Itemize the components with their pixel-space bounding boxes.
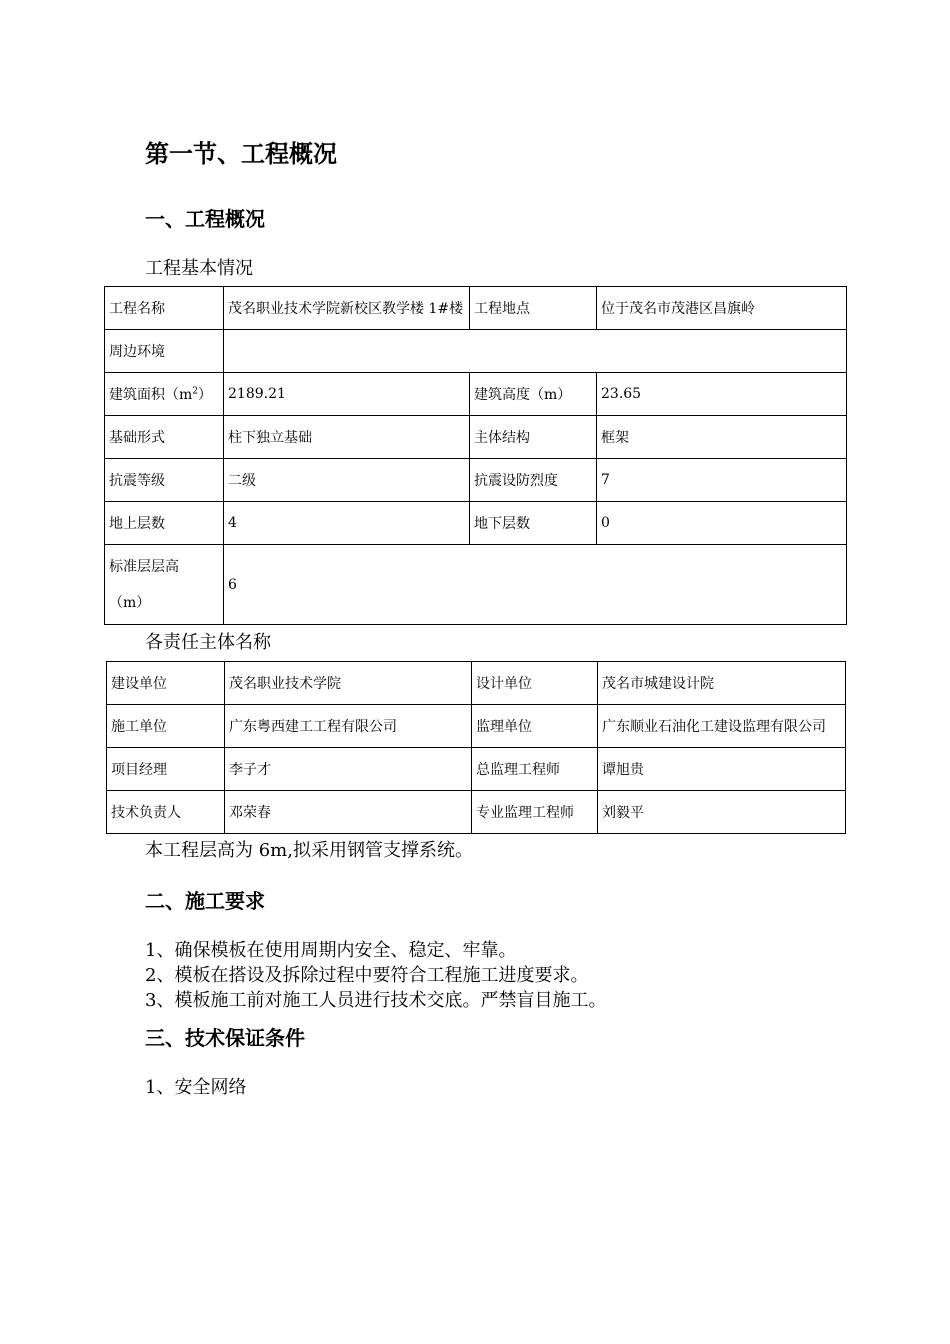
table-row <box>105 459 847 502</box>
table-row <box>105 416 847 459</box>
table-cell: 4 <box>224 502 470 545</box>
table-cell: 位于茂名市茂港区昌旗岭 <box>597 287 847 330</box>
table-cell <box>224 330 847 373</box>
basic-info-label: 工程基本情况 <box>145 258 253 279</box>
table-row <box>105 373 847 416</box>
table-cell: 框架 <box>597 416 847 459</box>
area-label-suffix: ） <box>198 387 213 403</box>
table-cell: 设计单位 <box>472 662 598 705</box>
table-cell: 邓荣春 <box>225 791 472 834</box>
table-cell: 施工单位 <box>107 705 225 748</box>
table-cell: 工程地点 <box>470 287 597 330</box>
table-cell: 地下层数 <box>470 502 597 545</box>
table-row <box>107 662 846 705</box>
table-cell: 主体结构 <box>470 416 597 459</box>
table-cell: 地上层数 <box>105 502 224 545</box>
table-cell: 专业监理工程师 <box>472 791 598 834</box>
heading-construction-requirements: 二、施工要求 <box>145 889 265 913</box>
requirement-item: 1、确保模板在使用周期内安全、稳定、牢靠。 <box>145 940 517 961</box>
table-cell: 茂名职业技术学院新校区教学楼 1#楼 <box>224 287 470 330</box>
heading-technical-conditions: 三、技术保证条件 <box>145 1026 305 1050</box>
table-cell: 基础形式 <box>105 416 224 459</box>
table-cell: 广东顺业石油化工建设监理有限公司 <box>598 705 846 748</box>
table-cell <box>105 545 224 625</box>
table-cell: 技术负责人 <box>107 791 225 834</box>
area-label-sup: 2 <box>192 386 199 397</box>
parties-table <box>106 661 846 834</box>
table-cell: 7 <box>597 459 847 502</box>
floor-height-label-line1: 标准层层高 <box>109 558 179 575</box>
requirement-item: 2、模板在搭设及拆除过程中要符合工程施工进度要求。 <box>145 965 589 986</box>
parties-label: 各责任主体名称 <box>145 632 271 653</box>
table-cell: 2189.21 <box>224 373 470 416</box>
requirement-item: 3、模板施工前对施工人员进行技术交底。严禁盲目施工。 <box>145 990 607 1011</box>
table-row <box>107 705 846 748</box>
table-row <box>105 287 847 330</box>
table-cell: 总监理工程师 <box>472 748 598 791</box>
table-cell: 建设单位 <box>107 662 225 705</box>
table-row <box>105 545 847 625</box>
table-cell: 0 <box>597 502 847 545</box>
table-cell: 周边环境 <box>105 330 224 373</box>
floor-height-label-line2: （m） <box>109 594 151 611</box>
basic-info-table <box>104 286 847 625</box>
table-cell: 工程名称 <box>105 287 224 330</box>
table-cell: 谭旭贵 <box>598 748 846 791</box>
table-cell: 抗震设防烈度 <box>470 459 597 502</box>
table-cell: 茂名职业技术学院 <box>225 662 472 705</box>
safety-network-item: 1、安全网络 <box>145 1077 247 1098</box>
table-cell: 广东粤西建工工程有限公司 <box>225 705 472 748</box>
table-cell: 6 <box>224 545 847 625</box>
section-title: 第一节、工程概况 <box>145 140 337 168</box>
table-cell: 项目经理 <box>107 748 225 791</box>
table-row <box>107 748 846 791</box>
table-cell <box>105 373 224 416</box>
area-label: 建筑面积（m <box>109 387 193 403</box>
table-cell: 建筑高度（m） <box>470 373 597 416</box>
table-cell: 二级 <box>224 459 470 502</box>
table-cell: 刘毅平 <box>598 791 846 834</box>
table-row <box>105 502 847 545</box>
table-cell: 茂名市城建设计院 <box>598 662 846 705</box>
table-cell: 柱下独立基础 <box>224 416 470 459</box>
table-cell: 李子才 <box>225 748 472 791</box>
table-row <box>107 791 846 834</box>
support-system-note: 本工程层高为 6m,拟采用钢管支撑系统。 <box>145 840 473 861</box>
table-cell: 监理单位 <box>472 705 598 748</box>
heading-project-overview: 一、工程概况 <box>145 207 265 231</box>
table-cell: 23.65 <box>597 373 847 416</box>
table-row <box>105 330 847 373</box>
table-cell: 抗震等级 <box>105 459 224 502</box>
